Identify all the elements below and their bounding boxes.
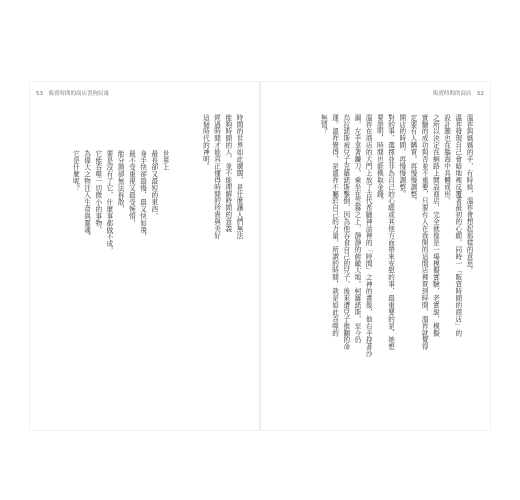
left-page — [30, 82, 260, 430]
left-page-prose: 時間的世界如此廣闊，是什麼讓人們無法 能夠時間的人，並不能理解時間的意義 經過時間才能真正懂得時間的珍貴與美好 這個時代的神明。 — [201, 114, 243, 240]
left-page-poem: 世界上 最長卻又最短的東西， 身手快卻最慢，最又快如飛， 最不受重視又最受惋惜， 能分割卻無法拆散， 要是沒有了它，什麼事都做不成， 它能吞噬一切微小的事物， 為偉大之物注入生命與靈魂， 它是什麼呢？ — [71, 150, 169, 255]
right-page-body: 溫祚與媽媽的手，有時候，溫祚會想起那樣的意思。 溫祚發現自己會暗地裡反覆著最初的心願，同時一「販賣時間的商店」的 設計圖也在腦海中具體成形。 之所以決定在網路上開設商店，完全就像是一場模擬實驗，老實說，模擬 實驗的成功與否並不重要，只要有人在我開的這間店裡買到時間，溫祚就覺得 定要有人購買。再慢慢調整。 開店的時間，再慢慢調整。 對的事，選擇並非為自己的心願或其他方面帶來安慰的事，最重要的是，她想 要證明，時間也能換取金錢。 溫祚在商店的大門上放了古代希臘神話裡的「時間」之神的畫像，他右手持著沙 漏，左手拿著鐮刀，乘坐在雲霧之上，靜靜的俯瞰大地。柯羅諾斯，至今仍 烏拉諾斯被兒子克羅諾斯擊倒，因為他吞食自己的兒子，後來遭兒子推翻的命 運。溫祚覺得，是溫祚不屬於自己的力量，所謂的時間，就是如此吞噬的 無情？ — [319, 114, 473, 358]
right-page — [260, 82, 490, 430]
left-page-header: 53 販賣時間的商店書狗民寓 — [36, 91, 109, 97]
right-page-header: 販賣時間的商店 52 — [433, 91, 484, 97]
book-spread — [30, 82, 490, 430]
